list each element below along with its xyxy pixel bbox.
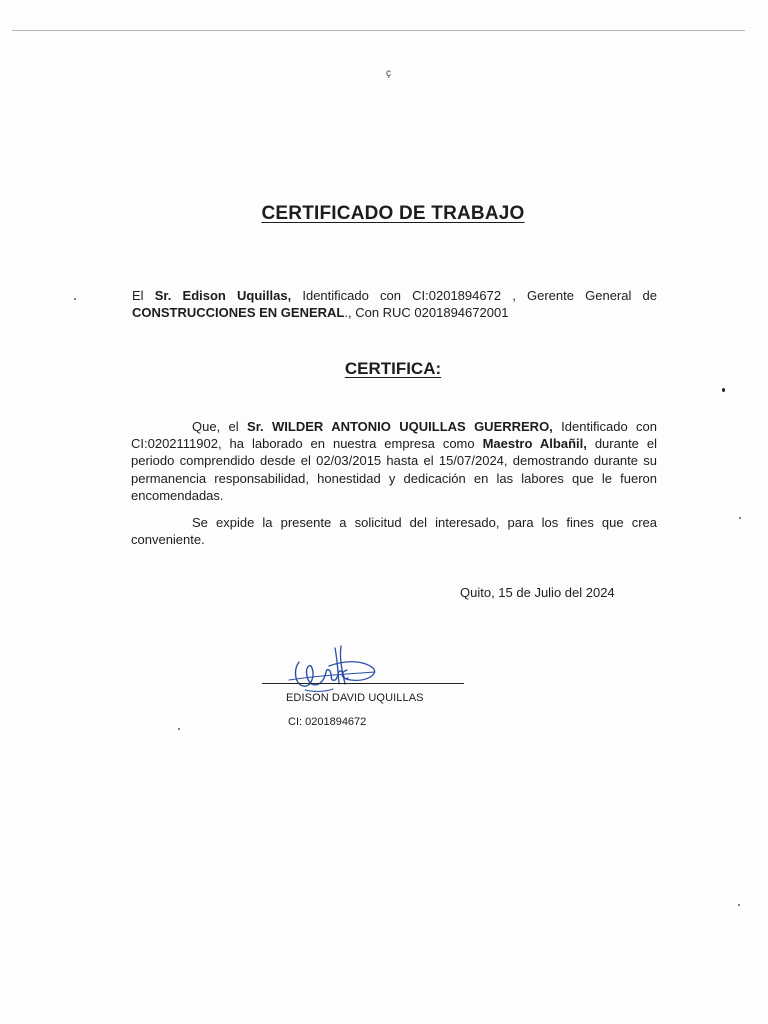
certification-paragraph [131,418,657,504]
signature-line [262,683,464,684]
scan-speck [178,728,180,730]
certifica-heading [0,359,768,379]
signer-id: CI: 0201894672 [288,716,367,728]
scan-mark: ç [386,68,391,79]
scan-speck [74,298,76,300]
signer-name: EDISON DAVID UQUILLAS [286,692,424,704]
p1-mid: Identificado con CI:0202111902, ha laborado en nuestra empresa como [131,419,657,452]
worker-position: Maestro Albañil, [482,436,587,452]
issuance-paragraph: Se expide la presente a solicitud del interesado, para los fines que crea conveniente. [131,515,657,548]
company-ruc: ., Con RUC 0201894672001 [344,305,509,320]
certifica-word: CERTIFICA [344,359,436,378]
worker-name: Sr. WILDER ANTONIO UQUILLAS GUERRERO, [247,419,553,434]
certificate-title: CERTIFICADO DE TRABAJO [261,203,525,224]
scan-speck [722,388,725,392]
p1-tail: durante el periodo comprendido desde el 02/03/2015 hasta el 15/07/2024, demostrando durante su permanencia responsabilidad, honestidad y dedicación en las labores que le fueron encomendadas. [131,436,657,503]
handwritten-signature [285,640,380,700]
intro-paragraph [132,287,657,321]
place-date: Quito, 15 de Julio del 2024 [460,585,615,600]
intro-prefix: El [132,288,155,303]
issuer-name: Sr. Edison Uquillas, [154,288,292,303]
company-name: CONSTRUCCIONES EN GENERAL [132,305,345,320]
scan-edge-line [12,30,745,31]
scan-speck [739,517,741,519]
issuer-id-text: Identificado con CI:0201894672 , Gerente General de [291,288,657,303]
scan-speck [738,904,740,906]
p1-lead: Que, el [192,419,248,434]
certifica-colon: : [435,359,442,378]
